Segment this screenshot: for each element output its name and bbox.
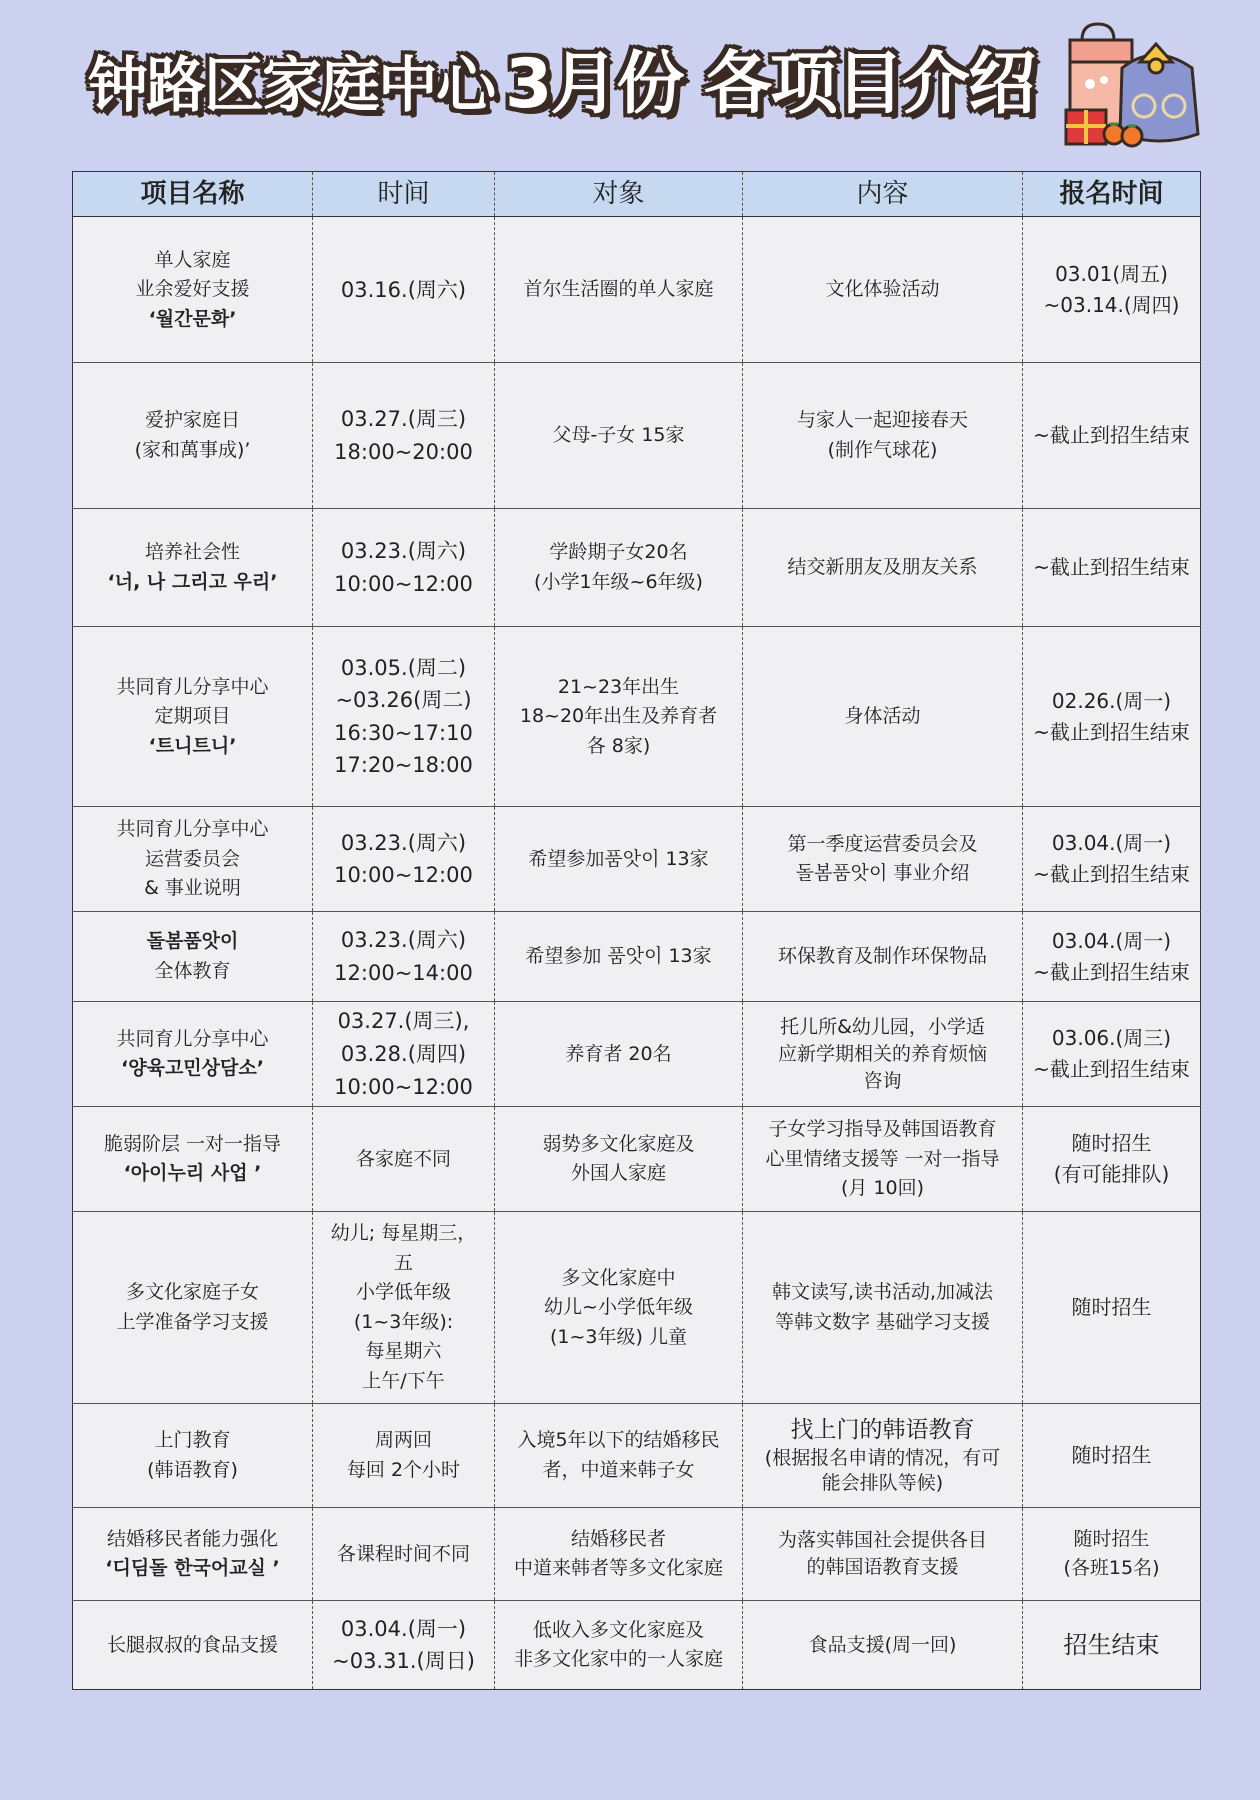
table-row	[73, 509, 1201, 627]
program-content: 为落实韩国社会提供各目 的韩国语教育支援	[743, 1508, 1023, 1601]
program-content: 找上门的韩语教育 (根据报名申请的情况，有可 能会排队等候)	[743, 1404, 1023, 1508]
table-row	[73, 363, 1201, 509]
program-target: 养育者 20名	[495, 1002, 743, 1107]
program-name: 上门教育 (韩语教育)	[73, 1404, 313, 1508]
program-name: 脆弱阶层 一对一指导 ‘아이누리 사업 ’	[73, 1107, 313, 1212]
program-target: 希望参加 품앗이 13家	[495, 912, 743, 1002]
table-row	[73, 1508, 1201, 1601]
program-target: 入境5年以下的结婚移民 者，中道来韩子女	[495, 1404, 743, 1508]
table-row	[73, 217, 1201, 363]
program-content: 文化体验活动	[743, 217, 1023, 363]
program-signup: 随时招生 (各班15名)	[1023, 1508, 1201, 1601]
col-header-signup: 报名时间	[1023, 172, 1201, 217]
program-content: 环保教育及制作环保物品	[743, 912, 1023, 1002]
program-time: 03.27.(周三) 18:00~20:00	[313, 363, 495, 509]
program-time: 03.27.(周三), 03.28.(周四) 10:00~12:00	[313, 1002, 495, 1107]
program-signup: 03.01(周五) ~03.14.(周四)	[1023, 217, 1201, 363]
program-name: 共同育儿分享中心 ‘양육고민상담소’	[73, 1002, 313, 1107]
col-header-target: 对象	[495, 172, 743, 217]
program-target: 希望参加품앗이 13家	[495, 807, 743, 912]
program-target: 结婚移民者 中道来韩者等多文化家庭	[495, 1508, 743, 1601]
table-row	[73, 627, 1201, 807]
program-name: 结婚移民者能力强化 ‘디딤돌 한국어교실 ’	[73, 1508, 313, 1601]
program-signup: ~截止到招生结束	[1023, 509, 1201, 627]
program-content: 韩文读写,读书活动,加减法 等韩文数字 基础学习支援	[743, 1212, 1023, 1404]
program-content: 托儿所&幼儿园，小学适 应新学期相关的养育烦恼 咨询	[743, 1002, 1023, 1107]
table-header-row	[73, 172, 1201, 217]
table-row	[73, 1107, 1201, 1212]
program-time: 各家庭不同	[313, 1107, 495, 1212]
center-title: 钟路区家庭中心	[88, 51, 494, 121]
program-name: 爱护家庭日 (家和萬事成)’	[73, 363, 313, 509]
program-signup: 随时招生	[1023, 1212, 1201, 1404]
program-name: 돌봄품앗이 全体教育	[73, 912, 313, 1002]
gift-bags-icon	[1060, 22, 1210, 154]
table-row	[73, 807, 1201, 912]
program-signup: 03.04.(周一) ~截止到招生结束	[1023, 807, 1201, 912]
program-time: 幼儿; 每星期三， 五 小学低年级 (1~3年级): 每星期六 上午/下午	[313, 1212, 495, 1404]
program-time: 03.05.(周二) ~03.26(周二) 16:30~17:10 17:20~18:00	[313, 627, 495, 807]
program-content: 身体活动	[743, 627, 1023, 807]
program-signup: 招生结束	[1023, 1601, 1201, 1690]
col-header-content: 内容	[743, 172, 1023, 217]
program-time: 03.23.(周六) 10:00~12:00	[313, 509, 495, 627]
program-content: 食品支援(周一回)	[743, 1601, 1023, 1690]
program-time: 03.23.(周六) 10:00~12:00	[313, 807, 495, 912]
program-signup: 随时招生 (有可能排队)	[1023, 1107, 1201, 1212]
program-name: 共同育儿分享中心 运营委员会 & 事业说明	[73, 807, 313, 912]
program-target: 弱势多文化家庭及 外国人家庭	[495, 1107, 743, 1212]
program-time: 03.16.(周六)	[313, 217, 495, 363]
program-signup: 02.26.(周一) ~截止到招生结束	[1023, 627, 1201, 807]
program-target: 父母-子女 15家	[495, 363, 743, 509]
program-target: 多文化家庭中 幼儿~小学低年级 (1~3年级) 儿童	[495, 1212, 743, 1404]
table-row	[73, 1404, 1201, 1508]
program-content: 子女学习指导及韩国语教育 心里情绪支援等 一对一指导 (月 10回)	[743, 1107, 1023, 1212]
program-target: 21~23年出生 18~20年出生及养育者 各 8家)	[495, 627, 743, 807]
program-time: 03.23.(周六) 12:00~14:00	[313, 912, 495, 1002]
program-name: 培养社会性 ‘너, 나 그리고 우리’	[73, 509, 313, 627]
program-content: 结交新朋友及朋友关系	[743, 509, 1023, 627]
page-title: 3月份 各项目介绍	[505, 45, 1034, 124]
table-row	[73, 1601, 1201, 1690]
col-header-time: 时间	[313, 172, 495, 217]
program-target: 学龄期子女20名 (小学1年级~6年级)	[495, 509, 743, 627]
table-row	[73, 912, 1201, 1002]
program-time: 03.04.(周一) ~03.31.(周日)	[313, 1601, 495, 1690]
program-name: 多文化家庭子女 上学准备学习支援	[73, 1212, 313, 1404]
program-target: 首尔生活圈的单人家庭	[495, 217, 743, 363]
program-target: 低收入多文化家庭及 非多文化家中的一人家庭	[495, 1601, 743, 1690]
table-row	[73, 1002, 1201, 1107]
program-content: 与家人一起迎接春天 (制作气球花)	[743, 363, 1023, 509]
program-name: 单人家庭 业余爱好支援 ‘월간문화’	[73, 217, 313, 363]
program-signup: ~截止到招生结束	[1023, 363, 1201, 509]
program-name: 共同育儿分享中心 定期项目 ‘트니트니’	[73, 627, 313, 807]
program-time: 周两回 每回 2个小时	[313, 1404, 495, 1508]
program-content: 第一季度运营委员会及 돌봄품앗이 事业介绍	[743, 807, 1023, 912]
table-row	[73, 1212, 1201, 1404]
col-header-name: 项目名称	[73, 172, 313, 217]
program-name: 长腿叔叔的食品支援	[73, 1601, 313, 1690]
program-time: 各课程时间不同	[313, 1508, 495, 1601]
program-signup: 随时招生	[1023, 1404, 1201, 1508]
program-table	[72, 171, 1201, 1690]
program-signup: 03.04.(周一) ~截止到招生结束	[1023, 912, 1201, 1002]
program-signup: 03.06.(周三) ~截止到招生结束	[1023, 1002, 1201, 1107]
